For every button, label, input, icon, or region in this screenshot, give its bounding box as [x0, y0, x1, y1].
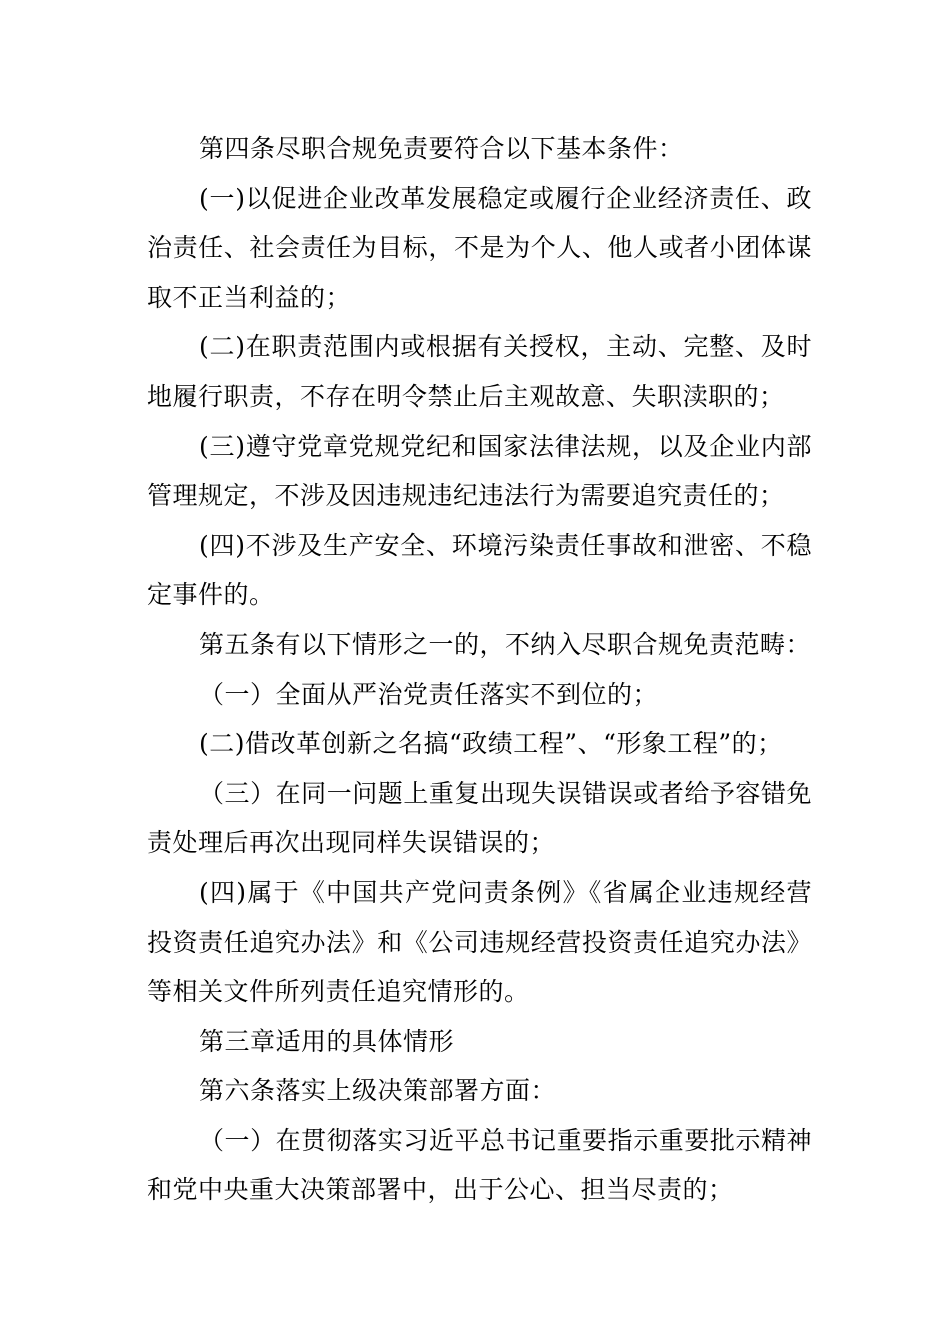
paragraph-article-4: 第四条尽职合规免责要符合以下基本条件：	[199, 134, 684, 163]
paragraph-article-5: 第五条有以下情形之一的，不纳入尽职合规免责范畴：	[199, 629, 812, 659]
document-body	[147, 124, 812, 1215]
paragraph-article-4-item-4: (四)不涉及生产安全、环境污染责任事故和泄密、不稳定事件的。	[147, 530, 812, 610]
paragraph-article-4-item-1: (一)以促进企业改革发展稳定或履行企业经济责任、政治责任、社会责任为目标，不是为个人、他人或者小团体谋取不正当利益的；	[147, 183, 812, 312]
paragraph-article-5-item-1: （一）全面从严治党责任落实不到位的；	[199, 679, 659, 709]
paragraph-article-5-item-3: （三）在同一问题上重复出现失误错误或者给予容错免责处理后再次出现同样失误错误的；	[147, 778, 812, 858]
paragraph-article-4-item-2: (二)在职责范围内或根据有关授权，主动、完整、及时地履行职责，不存在明令禁止后主观故意、失职渎职的；	[147, 332, 812, 411]
paragraph-article-6: 第六条落实上级决策部署方面：	[199, 1076, 557, 1106]
chapter-heading: 第三章适用的具体情形	[199, 1026, 455, 1056]
paragraph-article-4-item-3: (三)遵守党章党规党纪和国家法律法规，以及企业内部管理规定，不涉及因违规违纪违法行为需要追究责任的；	[147, 431, 812, 511]
paragraph-article-5-item-4: (四)属于《中国共产党问责条例》《省属企业违规经营投资责任追究办法》和《公司违规经营投资责任追究办法》等相关文件所列责任追究情形的。	[147, 877, 812, 1007]
paragraph-article-6-item-1: （一）在贯彻落实习近平总书记重要指示重要批示精神和党中央重大决策部署中，出于公心、担当尽责的；	[147, 1125, 812, 1205]
paragraph-article-5-item-2: (二)借改革创新之名搞“政绩工程”、“形象工程”的；	[199, 729, 783, 759]
